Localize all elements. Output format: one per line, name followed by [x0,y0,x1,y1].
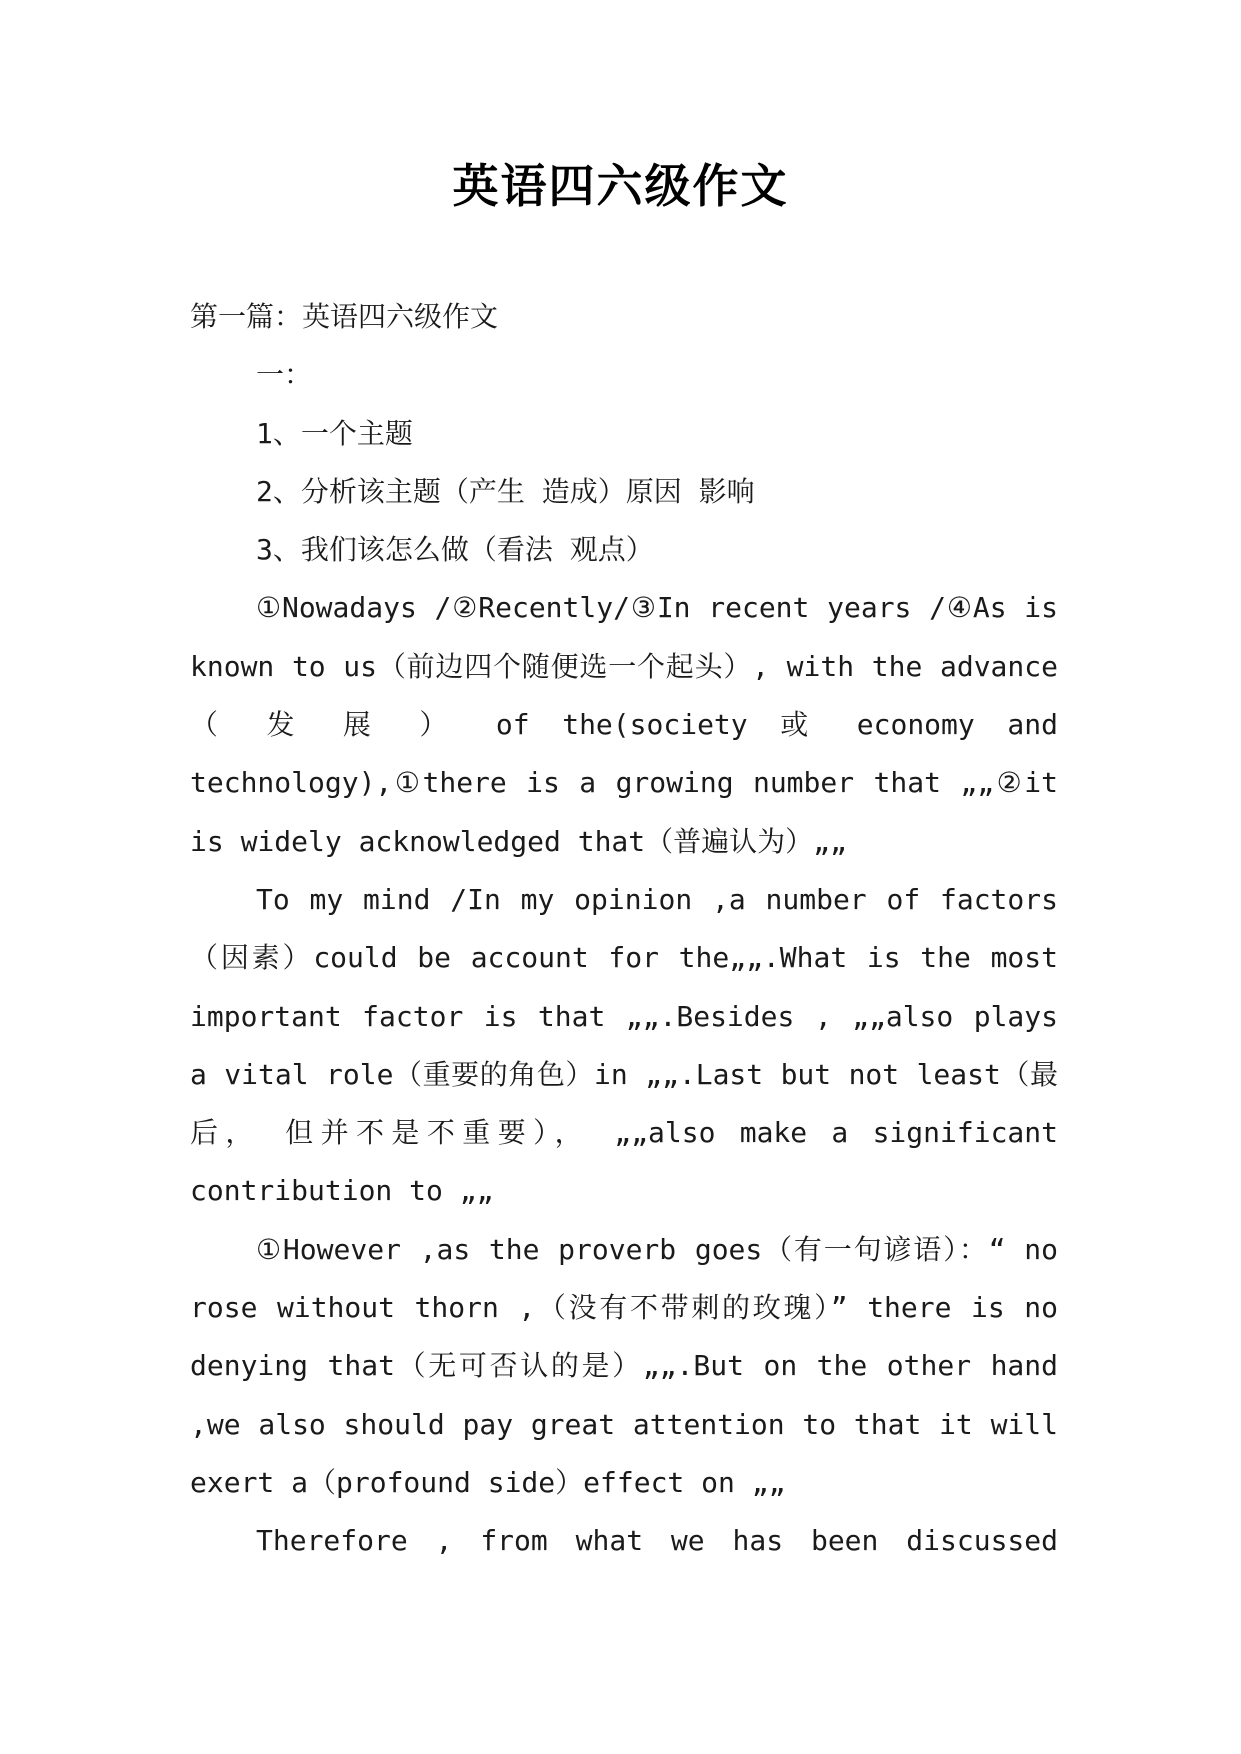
paragraph-effects: ①However ,as the proverb goes（有一句谚语）：“ no rose without thorn ,（没有不带刺的玫瑰）” there is no denying that（无可否认的是）„„.But on the other hand ,we also should pay great attention to that it will exert a（profound side）effect on „„ [190,1232,1058,1499]
paragraph-causes: To my mind /In my opinion ,a number of factors（因素）could be account for the„„.What is the most important factor is that „„.Besides , „„also plays a vital role（重要的角色）in „„.Last but not least（最后， 但并不是不重要）， „„also make a significant contribution to „„ [190,882,1058,1208]
outline-item: 2、分析该主题（产生 造成）原因 影响 [256,474,755,508]
section-heading: 第一篇：英语四六级作文 [190,300,499,333]
outline-marker: 一： [256,358,313,392]
outline-item: 1、一个主题 [256,416,413,450]
document-body [190,288,1058,1571]
outline-item: 3、我们该怎么做（看法 观点） [256,533,654,567]
paragraph-conclusion: Therefore , from what we has been discussed [256,1524,1058,1558]
paragraph-introduction: ①Nowadays /②Recently/③In recent years /④As is known to us（前边四个随便选一个起头）, with the advance （ 发 展 ） of the(society 或 economy and technology),①there is a growing number that „„②it is widely acknowledged that（普遍认为）„„ [190,591,1058,858]
document-title: 英语四六级作文 [452,159,789,213]
